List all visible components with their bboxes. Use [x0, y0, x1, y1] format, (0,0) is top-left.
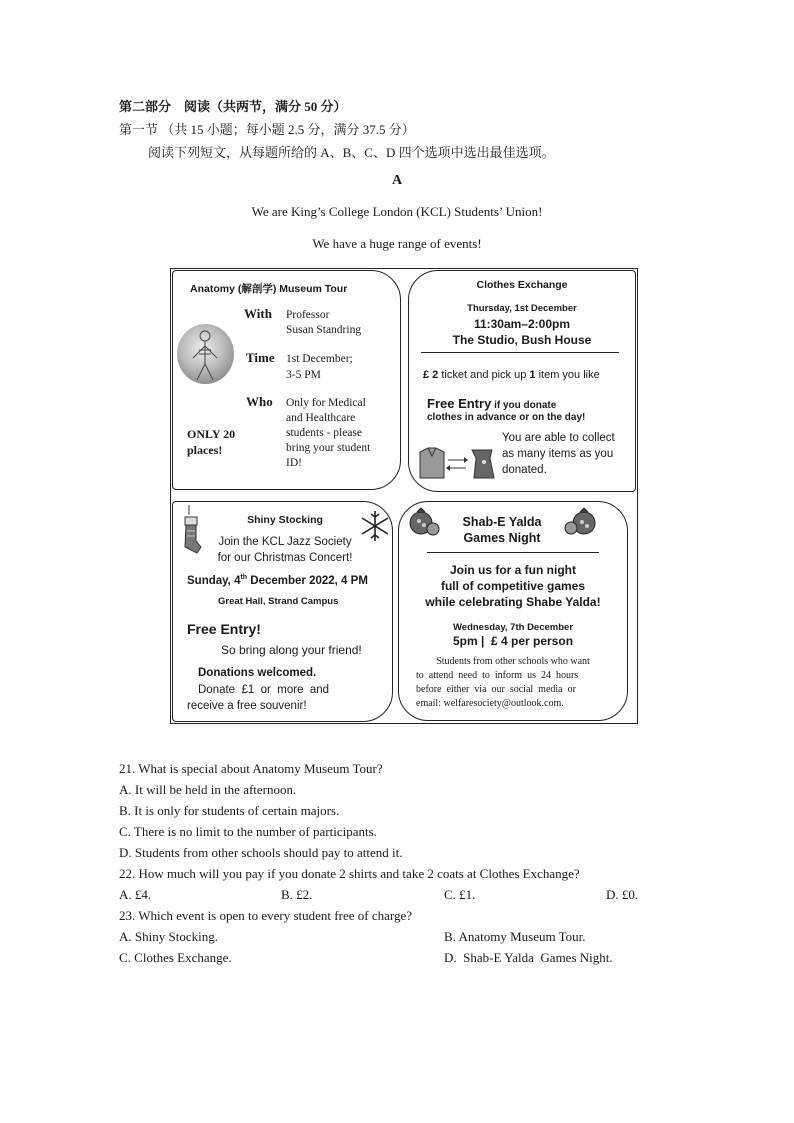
with-value-2: Susan Standring [286, 324, 362, 336]
stocking-date: Sunday, 4th December 2022, 4 PM [187, 574, 368, 587]
option-23-b: B. Anatomy Museum Tour. [444, 929, 586, 944]
anatomy-title: Anatomy (解剖学) Museum Tour [190, 283, 348, 295]
with-label: With [244, 306, 272, 321]
clothes-venue: The Studio, Bush House [452, 333, 592, 347]
stocking-join-1: Join the KCL Jazz Society [218, 536, 352, 548]
stocking-join-2: for our Christmas Concert! [217, 552, 353, 564]
yalda-join-1: Join us for a fun night [450, 563, 576, 577]
question-23: 23. Which event is open to every student free of charge? [119, 908, 412, 923]
stocking-icon [179, 505, 203, 557]
clothes-collect-1: You are able to collect [502, 432, 615, 444]
yalda-join-3: while celebrating Shabe Yalda! [425, 595, 601, 609]
with-value-1: Professor [286, 309, 330, 321]
clothes-time: 11:30am–2:00pm [473, 317, 571, 331]
who-value-5: ID! [286, 457, 302, 469]
option-23-a: A. Shiny Stocking. [119, 929, 218, 944]
stocking-donate-2: receive a free souvenir! [187, 700, 307, 712]
yalda-title-2: Games Night [463, 531, 541, 545]
who-label: Who [246, 394, 273, 409]
clothes-free: Free Entry if you donate [427, 396, 557, 411]
who-value-3: students - please [286, 427, 363, 439]
clothes-title: Clothes Exchange [476, 279, 568, 291]
yalda-date: Wednesday, 7th December [452, 622, 574, 633]
intro-line-1: We are King’s College London (KCL) Students’ Union! [251, 204, 543, 219]
option-22-b: B. £2. [281, 887, 313, 902]
places-2: places! [187, 443, 223, 457]
time-label: Time [246, 350, 275, 365]
question-21: 21. What is special about Anatomy Museum Tour? [119, 761, 383, 776]
yalda-note-3: before either via our social media or [416, 684, 576, 695]
clothes-swap-icon [414, 446, 499, 482]
stocking-title: Shiny Stocking [247, 514, 323, 526]
stocking-bring: So bring along your friend! [221, 643, 362, 657]
who-value-1: Only for Medical [286, 397, 366, 409]
option-21-c: C. There is no limit to the number of participants. [119, 824, 377, 839]
stocking-free: Free Entry! [187, 621, 261, 637]
intro-line-2: We have a huge range of events! [312, 236, 482, 251]
yalda-note-4: email: welfaresociety@outlook.com. [416, 698, 564, 709]
passage-letter: A [391, 173, 403, 188]
yalda-note-2: to attend need to inform us 24 hours [416, 670, 579, 681]
yalda-join-2: full of competitive games [440, 579, 586, 593]
time-value-1: 1st December; [286, 353, 353, 365]
divider [427, 552, 599, 553]
subsection-title: 第一节 （共 15 小题；每小题 2.5 分，满分 37.5 分） [119, 122, 415, 137]
pomegranate-icon [407, 507, 441, 537]
yalda-title-1: Shab-E Yalda [462, 515, 542, 529]
stocking-donate-1: Donate £1 or more and [198, 684, 330, 696]
instruction: 阅读下列短文，从每题所给的 A、B、C、D 四个选项中选出最佳选项。 [148, 145, 555, 160]
who-value-4: bring your student [286, 442, 371, 454]
clothes-date: Thursday, 1st December [467, 303, 577, 314]
option-21-d: D. Students from other schools should pay to attend it. [119, 845, 403, 860]
option-23-c: C. Clothes Exchange. [119, 950, 232, 965]
stocking-donations: Donations welcomed. [198, 667, 317, 679]
clothes-collect-3: donated. [502, 464, 547, 476]
option-22-d: D. £0. [606, 887, 639, 902]
clothes-collect-2: as many items as you [502, 448, 614, 460]
pomegranate-icon-right [564, 507, 600, 539]
places-1: ONLY 20 [187, 427, 236, 441]
clothes-ticket: £ 2 ticket and pick up 1 item you like [423, 369, 600, 381]
option-23-d: D. Shab-E Yalda Games Night. [444, 950, 613, 965]
option-21-b: B. It is only for students of certain majors. [119, 803, 340, 818]
who-value-2: and Healthcare [286, 412, 356, 424]
yalda-price: 5pm | £ 4 per person [452, 634, 574, 648]
clothes-free-line2: clothes in advance or on the day! [427, 412, 586, 423]
yalda-note-1: Students from other schools who want [436, 656, 590, 667]
time-value-2: 3-5 PM [286, 369, 321, 381]
divider [421, 352, 619, 353]
option-21-a: A. It will be held in the afternoon. [119, 782, 297, 797]
option-22-a: A. £4. [119, 887, 152, 902]
question-22: 22. How much will you pay if you donate 2 shirts and take 2 coats at Clothes Exchange? [119, 866, 580, 881]
part-title: 第二部分 阅读（共两节，满分 50 分） [119, 99, 347, 114]
stocking-venue: Great Hall, Strand Campus [218, 596, 339, 607]
option-22-c: C. £1. [444, 887, 476, 902]
skeleton-icon [177, 324, 234, 384]
